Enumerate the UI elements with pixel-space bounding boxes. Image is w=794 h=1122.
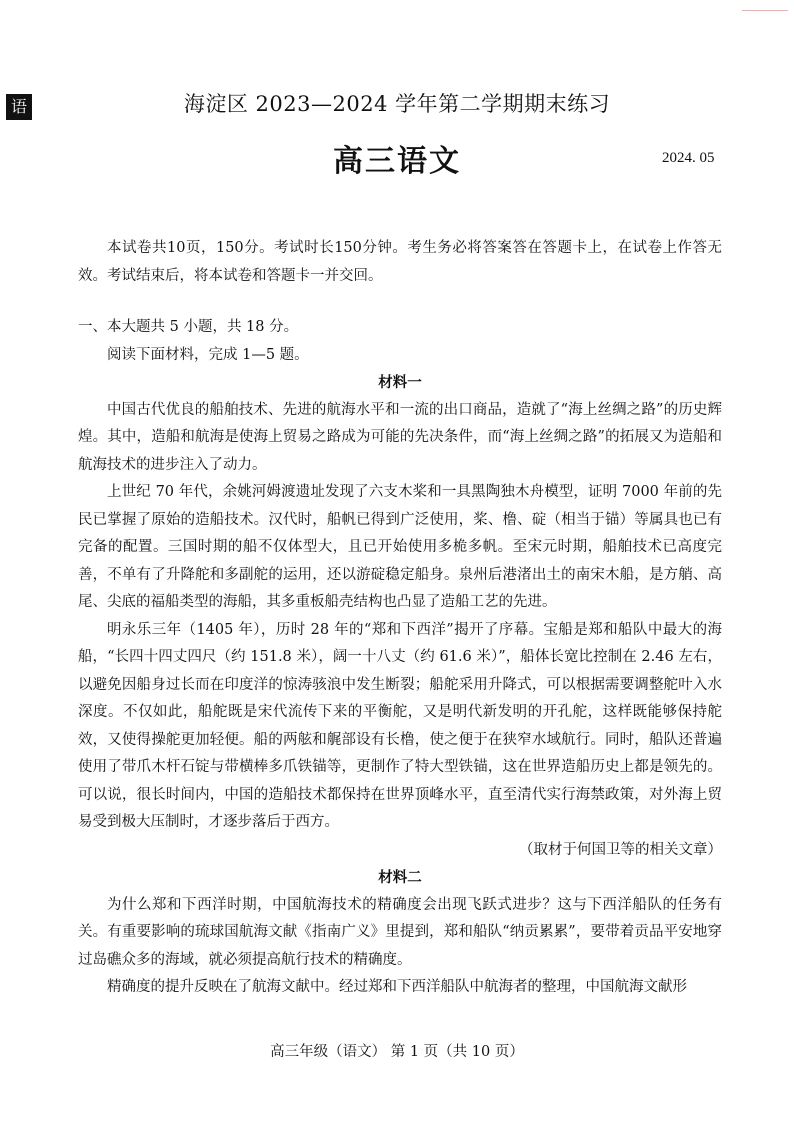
material-two-paragraph: 精确度的提升反映在了航海文献中。经过郑和下西洋船队中航海者的整理，中国航海文献形 — [107, 979, 687, 995]
material-one-paragraph: 上世纪 70 年代，余姚河姆渡遗址发现了六支木桨和一具黑陶独木舟模型，证明 7000 年前的先民已掌握了原始的造船技术。汉代时，船帆已得到广泛使用，桨、橹、碇（相当于锚）等属具也已有完备的配置。三国时期的船不仅体型大，且已开始使用多桅多帆。至宋元时期，船舶技术已高度完善，不单有了升降舵和多副舵的运用，还以游碇稳定船身。泉州后港渚出土的南宋木船，是方艄、高尾、尖底的福船类型的海船，其多重板船壳结构也凸显了造船工艺的先进。 — [78, 484, 722, 610]
document-body — [78, 235, 722, 1002]
corner-scan-mark — [742, 10, 788, 11]
subject-tab: 语 — [6, 94, 32, 120]
exam-date: 2024. 05 — [662, 150, 715, 166]
exam-title: 海淀区 2023—2024 学年第二学期期末练习 — [183, 92, 611, 116]
material-two-paragraph: 为什么郑和下西洋时期，中国航海技术的精确度会出现飞跃式进步？这与下西洋船队的任务有关。有重要影响的琉球国航海文献《指南广义》里提到，郑和船队“纳贡累累”，要带着贡品平安地穿过岛礁众多的海域，就必须提高航行技术的精确度。 — [78, 896, 722, 968]
material-one-title: 材料一 — [378, 374, 422, 391]
material-two-title: 材料二 — [378, 869, 422, 886]
material-one-source: （取材于何国卫等的相关文章） — [519, 841, 722, 858]
paper-title: 高三语文 — [333, 144, 461, 179]
section-instruction: 阅读下面材料，完成 1—5 题。 — [107, 346, 309, 363]
material-one-paragraph: 中国古代优良的船舶技术、先进的航海水平和一流的出口商品，造就了“海上丝绸之路”的历史辉煌。其中，造船和航海是使海上贸易之路成为可能的先决条件，而“海上丝绸之路”的拓展又为造船和航海技术的进步注入了动力。 — [78, 401, 722, 473]
exam-notice: 本试卷共10页，150分。考试时长150分钟。考生务必将答案答在答题卡上，在试卷上作答无效。考试结束后，将本试卷和答题卡一并交回。 — [78, 240, 722, 284]
page-footer: 高三年级（语文） 第 1 页（共 10 页） — [270, 1044, 524, 1060]
material-one-paragraph: 明永乐三年（1405 年），历时 28 年的“郑和下西洋”揭开了序幕。宝船是郑和船队中最大的海船，“长四十四丈四尺（约 151.8 米），阔一十八丈（约 61.6 米）”，船体长宽比控制在 2.46 左右，以避免因船身过长而在印度洋的惊涛骇浪中发生断裂；船舵采用升降式，可以根据需要调整舵叶入水深度。不仅如此，船舵既是宋代流传下来的平衡舵，又是明代新发明的开孔舵，这样既能够保持舵效，又使得操舵更加轻便。船的两舷和艉部设有长橹，使之便于在狭窄水域航行。同时，船队还普遍使用了带爪木杆石锭与带横棒多爪铁锚等，更制作了特大型铁锚，这在世界造船历史上都是领先的。可以说，很长时间内，中国的造船技术都保持在世界顶峰水平，直至清代实行海禁政策，对外海上贸易受到极大压制时，才逐步落后于西方。 — [78, 621, 722, 830]
section-heading: 一、本大题共 5 小题，共 18 分。 — [78, 319, 299, 335]
